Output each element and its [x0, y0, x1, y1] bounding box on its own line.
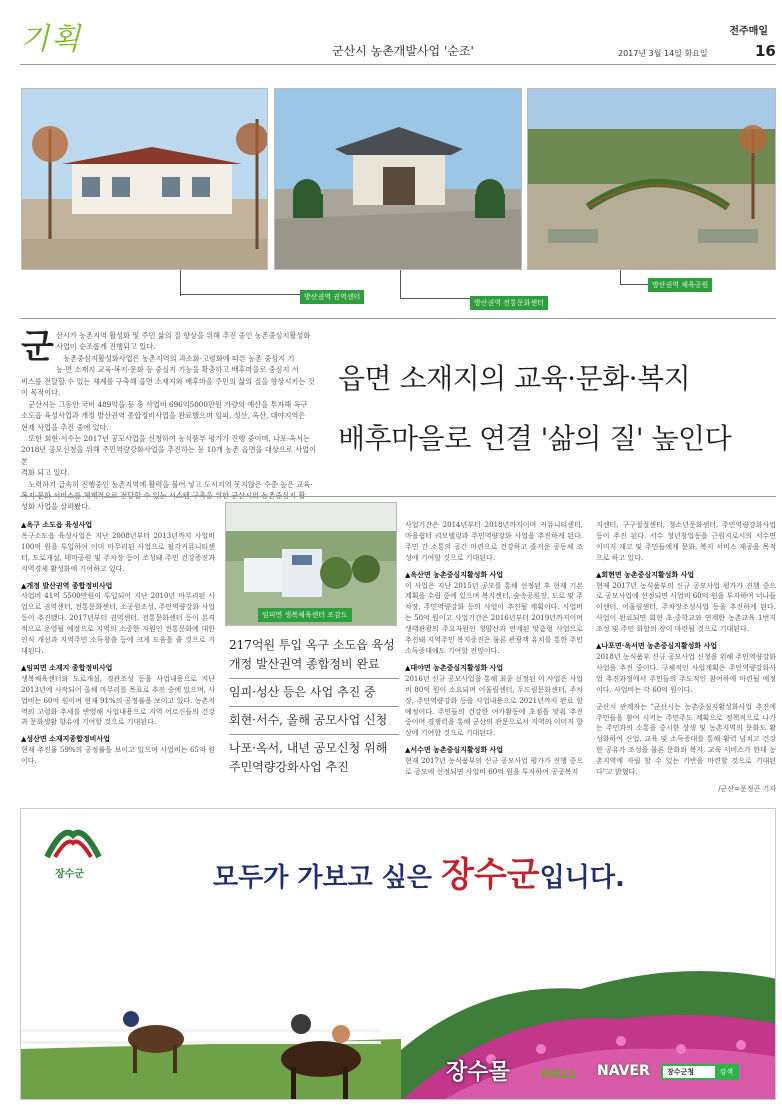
newspaper-name: 전주매일	[729, 26, 768, 37]
photo-community-center	[21, 88, 268, 270]
naver-search-term: 장수군청	[667, 1068, 695, 1076]
article-subheading: ▲대야면 농촌중심지활성화 사업	[405, 663, 504, 672]
section-logo: 기획	[20, 22, 82, 57]
ad-brand-name: 장수군	[55, 869, 84, 880]
sub-headlines	[229, 636, 399, 777]
article-text: 현재 2017년 농식품부의 신규 공모사업 평가가 진행 중으로 공모에 선정되면 사업비 60억 원을 투자하여 공공복지	[405, 757, 583, 777]
lead-line: 농촌중심지활성화사업은 농촌지역의 과소화·고령화에 따른 농촌 중심지 기	[56, 354, 295, 363]
lead-line: 격화 되고 있다.	[21, 468, 70, 478]
caption-leader	[180, 270, 181, 296]
ad-mall-label: MALL	[541, 1067, 578, 1081]
lead-paragraph	[56, 330, 316, 353]
sub-headline: 217억원 투입 옥구 소도읍 육성	[229, 638, 395, 652]
article-text: 사업기간은 2014년부터 2018년까지이며 커뮤니티센터, 마을쉼터 리모델링과 주민역량강화 사업을 추진하게 된다. 주민 간 소통의 공간 마련으로 건강하고 즐거운 공동체 조성에 기여할 것으로 기대된다.	[405, 521, 583, 562]
page-header-title: 군산시 농촌개발사업 '순조'	[332, 44, 474, 58]
advertisement-jangsu[interactable]	[20, 808, 776, 1100]
ad-slogan-text: 모두가 가보고 싶은	[213, 863, 442, 893]
article-text: 생복체육센터와 도로개설, 경관조성 등을 사업내용으로 지난 2013년에 시작되어 올해 마무리를 목표로 추진 중에 있으며, 사업비는 60억 원이며 현재 91%의 공정률을 보이고 있다. 농촌지역의 고령화 추세를 반영해 사업내용으로 지역 어르신들의 건강과 문화생활 향유에 기여할 것으로 기대된다.	[21, 674, 215, 727]
lead-line: 소도읍 육성사업과 개정 발산권역 종합정비사업을 완료했으며 임피, 성산, 옥산, 대야지역은	[21, 411, 306, 421]
caption-leader	[620, 270, 621, 284]
lead-line: 노력하기 급속히 진행중인 농촌지역에 활력을 불어 넣고 도시지역 못지않은 수준 높은 교육·	[21, 479, 313, 489]
article-column-3	[405, 520, 583, 784]
photo-caption: 방산권역 권역센터	[300, 290, 364, 304]
lead-line: 사업이 순조롭게 진행되고 있다.	[56, 342, 156, 352]
caption-leader	[400, 298, 470, 299]
ad-slogan-text: 입니다.	[539, 863, 625, 893]
article-subheading: ▲나포면·옥서면 농촌중심지활성화 사업	[596, 642, 718, 651]
lead-paragraph	[21, 376, 316, 513]
jangsu-logo-icon	[43, 821, 103, 861]
subhead-divider	[229, 706, 399, 707]
subhead-divider	[229, 734, 399, 735]
section-divider	[20, 318, 776, 319]
lead-line: 현재 사업을 추진 중에 있다.	[21, 422, 109, 432]
naver-search-box[interactable]	[661, 1064, 739, 1080]
article-text: 옥구소도읍 육성사업은 지난 2008년부터 2013년까지 사업비 100억 원을 투입하여 이미 마무리된 사업으로 팔각커뮤니티센터, 도로개설, 테마공원 및 주차장 등이 조성돼 주민 건강증진과 지역경제 활성화에 기여하고 있다.	[21, 531, 215, 573]
lead-line: 비스를 전달할 수 있는 체계를 구축해 읍면 소재지와 배후마을 주민의 삶의 질을 향상시키는 것	[21, 377, 315, 386]
page-number: 16	[755, 42, 776, 60]
headline-line-1: 읍면 소재지의 교육·문화·복지	[338, 362, 691, 395]
article-column-4	[596, 520, 776, 801]
issue-date: 2017년 3월 14일 화요일	[618, 49, 708, 58]
sub-headline: 나포·옥서, 내년 공모신청 위해	[229, 741, 388, 755]
lead-line: 능·면 소재지 교육·복지·문화 등 중심지 기능을 확충하고 배후마을로 중심지 서	[56, 365, 299, 375]
lead-line: 산시가 농촌지역 활성화 및 주민 삶의 질 향상을 위해 추진 중인 농촌중심지활성화	[56, 331, 311, 340]
article-subheading: ▲개정 발산권역 종합정비사업	[21, 581, 113, 590]
caption-leader	[180, 294, 300, 295]
lead-line: 성화 사업을 살펴봤다.	[21, 502, 91, 512]
sub-headline: 주민역량강화사업 추진	[229, 760, 349, 774]
lead-line: 이 목적이다.	[21, 388, 61, 398]
article-subheading: ▲성산면 소재지종합정비사업	[21, 735, 110, 744]
caption-leader	[620, 284, 648, 285]
headline-line-2: 배후마을로 연결 '삶의 질' 높인다	[338, 422, 732, 455]
article-text: 지센터, 구구절절센터, 청소년문화센터, 주민역량강화사업 등이 추진 된다. 서수 청년창업동을 근원지로서의 서수면 이미지 재고 및 주민들에게 문화, 복지 서비스 제공을 목적으로 하고 있다.	[596, 521, 776, 562]
article-text: 2016년 신규 공모사업을 통해 최종 선정된 이 사업은 사업비 80억 원이 소요되며 어울림센터, 두드림문화센터, 주차장, 주민역량강화 등을 사업내용으로 2021년까지 완료 할 예정이다. 주민들의 건강한 여가활동에 초점을 맞춰 추진 중이며 경쟁력을 통해 군산의 관문으로서 지역의 이미지 향상에 기여할 것으로 기대된다.	[405, 674, 583, 738]
sub-headline: 임피·성산 등은 사업 추진 중	[229, 685, 376, 699]
sub-headline: 개정 발산권역 종합정비 완료	[229, 657, 380, 671]
article-subheading: ▲임피면 소재지 종합정비사업	[21, 663, 113, 672]
header-divider	[20, 64, 776, 65]
article-subheading: ▲옥구 소도읍 육성사업	[21, 521, 93, 529]
article-subheading: ▲서수면 농촌중심지활성화 사업	[405, 746, 504, 755]
section-divider	[20, 496, 776, 497]
lead-paragraph	[56, 353, 316, 376]
lead-line: 군산시는 그동안 국비 489억을 등 총 사업비 696억5000만원 가량의 예산을 투자해 옥구	[21, 399, 308, 409]
article-text: 사업비 41억 5500만원이 투입되어 지난 2010년 마무리된 사업으로 권역센터, 전통문화센터, 소공원조성, 주민역량강화 사업 등이 추진됐다. 2017년부터 권역센터, 전통문화센터 등이 본격적으로 운영될 예정으로 지역의 소중한 자원인 전통문화에 대한 인식 개선과 지역주민 소득창출 등에 크게 도움을 줄 것으로 기대된다.	[21, 592, 215, 655]
ad-slogan	[213, 847, 625, 896]
article-text: 현재 추진율 59%의 공정률을 보이고 있으며 사업비는 65억 원이다.	[21, 746, 215, 766]
photo-caption: 방산권역 전통문화센터	[470, 296, 548, 310]
article-text: 현재 2017년 농식품부의 신규 공모사업 평가가 진행 중으로 공모사업에 선정되면 사업비 60억 원을 투자하여 너나들이센터, 어울림센터, 주차장조성사업 등을 추진하게 된다. 사업이 완료되면 회현 초·중학교와 연계한 농촌교육 1번지 조성 및 주민 화합의 장이 마련될 것으로 기대된다.	[596, 581, 777, 634]
photo-caption: 방산권역 체육공원	[648, 278, 712, 292]
naver-search-button[interactable]: 검색	[715, 1066, 737, 1078]
subhead-divider	[229, 678, 399, 679]
drop-cap: 군	[21, 327, 54, 367]
article-text: 이 사업은 지난 2015년 공모를 통해 선정된 후 현재 기본계획을 수립 중에 있으며 복지센터, 숲속공원장, 도로 및 주차장, 주민역량강화 등의 사업이 추진될 계획이다. 사업비는 50억 원이고 사업기간은 2016년부터 2019년까지이며 생태관광의 주요자원인 청암산과 연계된 맞춤형 사업으로 추진돼 지역주민 복지증진은 물론 관광객 유치를 통한 주민 소득증대에도 기여할 전망이다.	[405, 581, 583, 655]
article-text: 2018년 농식품부 신규 공모사업 신청을 위해 주민역량강화사업을 추진 중이다. 구체적인 사업계획은 주민역량강화사업 추진과정에서 주민들의 주도적인 참여하에 마련될 예정이다. 사업비는 각 60억 원이다.	[596, 652, 776, 694]
lead-line: 또한 회현·서수는 2017년 공모사업을 신청하여 농식품부 평가가 진행 중이며, 나포·옥서는	[21, 434, 310, 444]
photo-sports-park	[527, 88, 776, 270]
byline: /군산=문정곤 기자	[718, 784, 776, 793]
article-column-1	[21, 520, 215, 773]
ad-slogan-brand: 장수군	[441, 855, 540, 895]
article-text: 군산시 관계자는 "군산시는 농촌중심지활성화사업 추진에 주민들을 참여 시키는 주민주도 계획으로 정책적으로 나가는 주민과의 소통을 중시한 상생 및 농촌지역의 문화도 활성화하여 산업, 교육 및 소득증대를 통해 활력 넘치고 건강한 공유가 조성을 물론 문화와 복지, 교육 서비스가 한데 농촌지역에 자립 할 수 있는 기반을 마련할 것으로 기대된다"고 밝혔다.	[596, 702, 776, 777]
article-subheading: ▲회현면 농촌중심지활성화 사업	[596, 570, 695, 579]
naver-logo: NAVER	[597, 1063, 650, 1079]
photo-caption: 임피면 생복체육센터 조감도	[258, 608, 352, 622]
ad-mall-name: 장수몰	[446, 1060, 510, 1085]
lead-line: 2018년 공모신청을 위해 주민역량강화사업을 추진하는 등 10개 농촌 읍면을 대상으로 사업이 본	[21, 445, 316, 466]
caption-leader	[400, 270, 401, 298]
sub-headline: 회현·서수, 올해 공모사업 신청	[229, 713, 388, 727]
article-subheading: ▲옥산면 농촌중심지활성화 사업	[405, 570, 504, 579]
photo-traditional-culture-center	[274, 88, 522, 270]
